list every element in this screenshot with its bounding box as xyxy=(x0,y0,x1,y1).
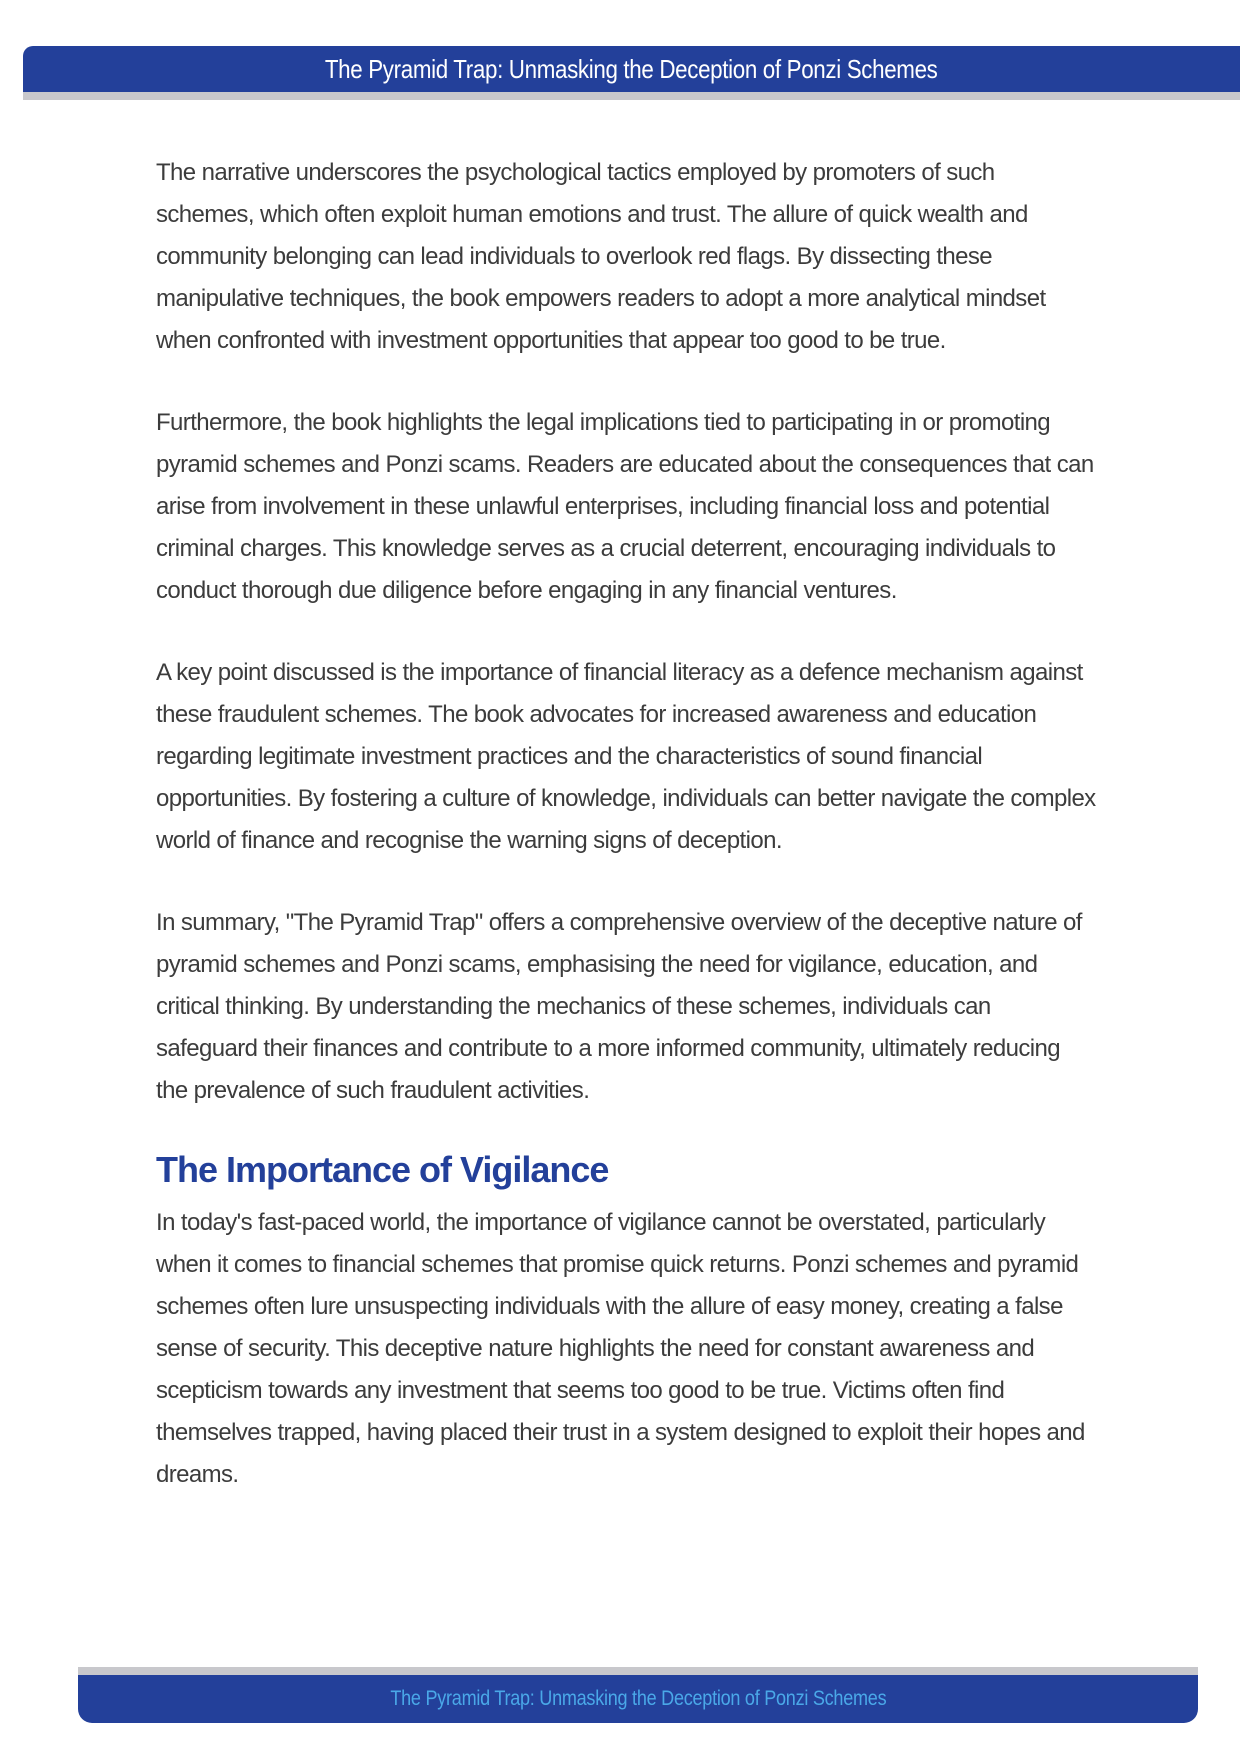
body-paragraph: Furthermore, the book highlights the legal implications tied to participating in or promoting pyramid schemes and Ponzi scams. Readers are educated about the consequences that can arise from involvement in these unlawful enterprises, including financial loss and potential criminal charges. This knowledge serves as a crucial deterrent, encouraging individuals to conduct thorough due diligence before engaging in any financial ventures. xyxy=(156,409,1094,604)
footer-divider xyxy=(78,1667,1198,1675)
header-divider xyxy=(23,92,1240,100)
page-header xyxy=(23,46,1240,92)
body-paragraph: In summary, "The Pyramid Trap" offers a comprehensive overview of the deceptive nature of pyramid schemes and Ponzi scams, emphasising the need for vigilance, education, and critical thinking. By understanding the mechanics of these schemes, individuals can safeguard their finances and contribute to a more informed community, ultimately reducing the prevalence of such fraudulent activities. xyxy=(156,909,1082,1104)
section-paragraph: In today's fast-paced world, the importance of vigilance cannot be overstated, particularly when it comes to financial schemes that promise quick returns. Ponzi schemes and pyramid schemes often lure unsuspecting individuals with the allure of easy money, creating a false sense of security. This deceptive nature highlights the need for constant awareness and scepticism towards any investment that seems too good to be true. Victims often find themselves trapped, having placed their trust in a system designed to exploit their hopes and dreams. xyxy=(156,1209,1085,1488)
page-content xyxy=(156,152,1096,1496)
footer-title: The Pyramid Trap: Unmasking the Deception of Ponzi Schemes xyxy=(390,1687,886,1710)
page-footer xyxy=(78,1675,1198,1723)
body-paragraph: The narrative underscores the psychological tactics employed by promoters of such schemes, which often exploit human emotions and trust. The allure of quick wealth and community belonging can lead individuals to overlook red flags. By dissecting these manipulative techniques, the book empowers readers to adopt a more analytical mindset when confronted with investment opportunities that appear too good to be true. xyxy=(156,159,1046,354)
section-heading: The Importance of Vigilance xyxy=(156,1149,609,1190)
body-paragraph: A key point discussed is the importance of financial literacy as a defence mechanism against these fraudulent schemes. The book advocates for increased awareness and education regarding legitimate investment practices and the characteristics of sound financial opportunities. By fostering a culture of knowledge, individuals can better navigate the complex world of finance and recognise the warning signs of deception. xyxy=(156,659,1096,854)
header-title: The Pyramid Trap: Unmasking the Deception of Ponzi Schemes xyxy=(325,53,938,84)
